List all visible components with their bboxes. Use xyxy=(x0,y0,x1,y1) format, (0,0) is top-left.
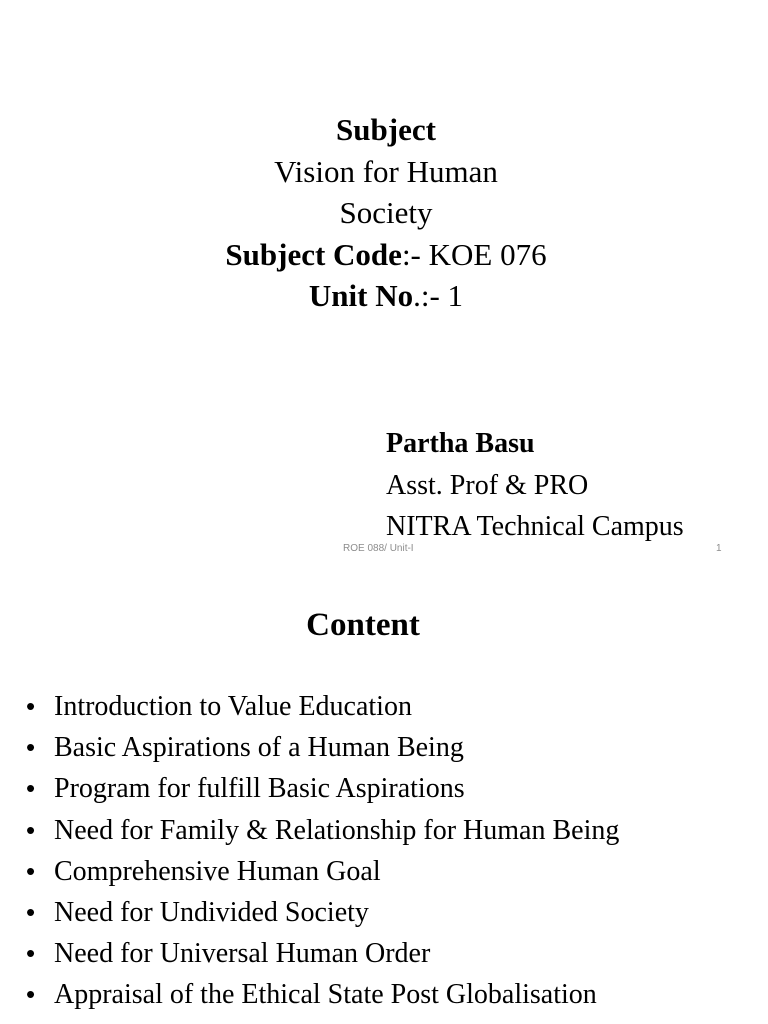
author-role: Asst. Prof & PRO xyxy=(386,469,589,501)
unit-line xyxy=(0,275,768,317)
bullet-icon: • xyxy=(26,855,36,886)
slide-footer: ROE 088/ Unit-I xyxy=(343,543,414,554)
author-block xyxy=(386,423,684,548)
list-item-text: Appraisal of the Ethical State Post Globalisation xyxy=(54,979,597,1011)
content-slide xyxy=(0,560,768,1024)
list-item-text: Need for Undivided Society xyxy=(54,896,369,928)
author-name: Partha Basu xyxy=(386,428,535,459)
list-item-text: Comprehensive Human Goal xyxy=(54,855,381,887)
subject-title-line-2: Society xyxy=(339,195,433,230)
subject-code-label: Subject Code xyxy=(225,236,402,272)
unit-label: Unit No xyxy=(308,278,414,313)
bullet-icon: • xyxy=(26,979,36,1010)
list-item-text: Need for Universal Human Order xyxy=(54,938,431,970)
list-item-text: Program for fulfill Basic Aspirations xyxy=(54,773,465,805)
subject-label: Subject xyxy=(336,112,436,147)
bullet-icon: • xyxy=(26,691,36,721)
title-block xyxy=(0,109,768,317)
bullet-icon: • xyxy=(26,732,36,763)
list-item-text: Need for Family & Relationship for Human Being xyxy=(54,814,620,846)
author-organization: NITRA Technical Campus xyxy=(386,511,684,542)
list-item-text: Introduction to Value Education xyxy=(54,691,412,722)
subject-title-line-1: Vision for Human xyxy=(274,153,498,189)
content-heading: Content xyxy=(306,607,420,643)
bullet-icon: • xyxy=(26,773,36,804)
unit-value: .:- 1 xyxy=(413,278,464,313)
bullet-icon: • xyxy=(26,896,36,927)
bullet-icon: • xyxy=(26,814,36,845)
bullet-icon: • xyxy=(26,938,36,969)
subject-code-value: :- KOE 076 xyxy=(401,236,547,272)
subject-code-line xyxy=(0,234,768,276)
slide-number: 1 xyxy=(716,543,722,554)
list-item-text: Basic Aspirations of a Human Being xyxy=(54,732,464,764)
